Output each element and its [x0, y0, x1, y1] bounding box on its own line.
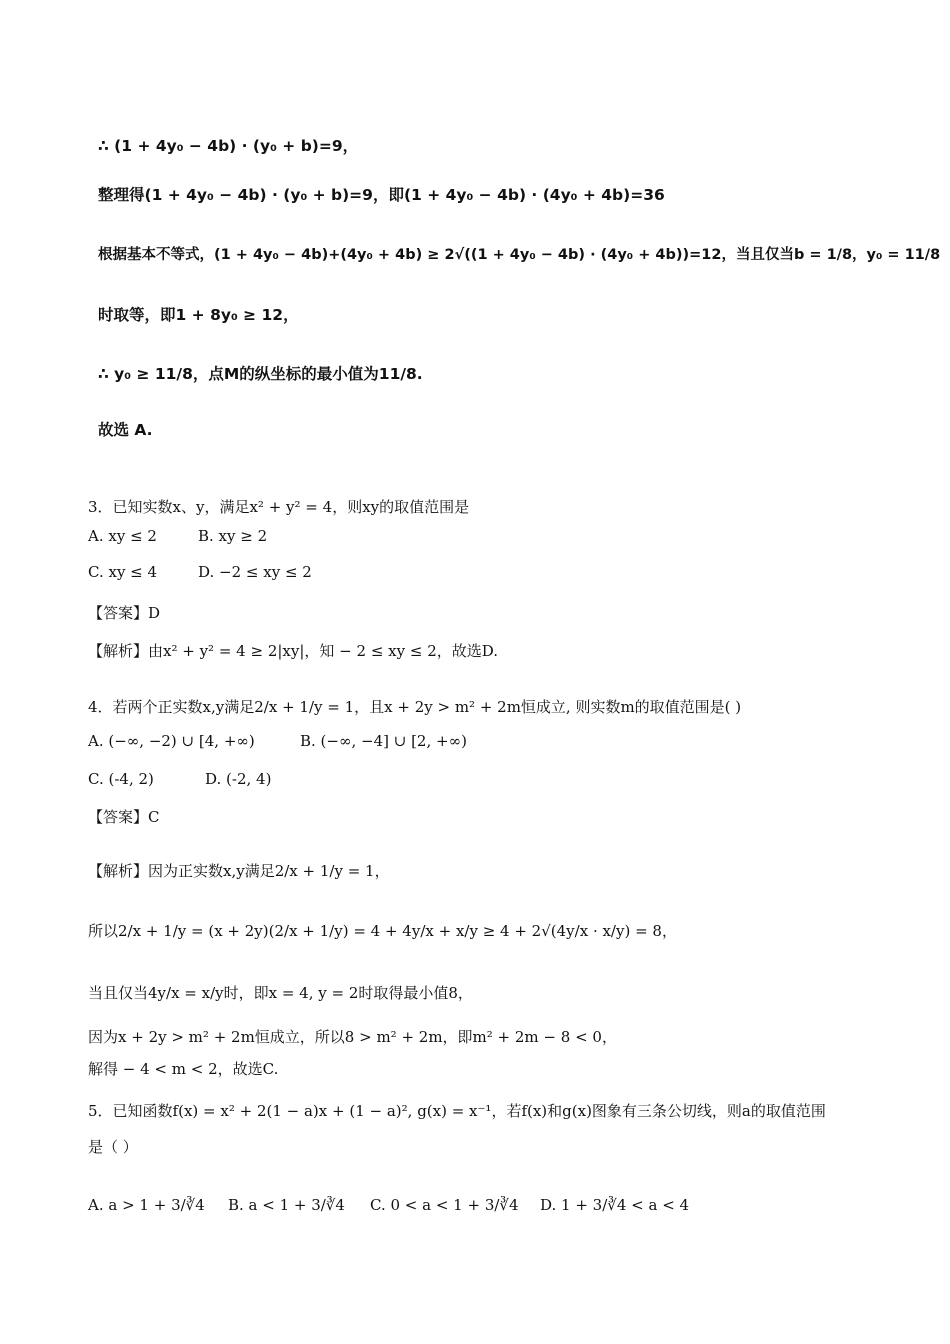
question-4: 4．若两个正实数x,y满足2/x + 1/y = 1，且x + 2y > m² + 2m恒成立, 则实数m的取值范围是( ) — [88, 698, 742, 716]
q4-explanation-1: 【解析】因为正实数x,y满足2/x + 1/y = 1， — [88, 862, 390, 880]
question-5-line-2: 是（ ） — [88, 1138, 138, 1156]
q3-explanation: 【解析】由x² + y² = 4 ≥ 2|xy|，知 − 2 ≤ xy ≤ 2，故选D. — [88, 642, 498, 660]
question-3: 3．已知实数x、y，满足x² + y² = 4，则xy的取值范围是 — [88, 498, 470, 516]
solution-line-4: 时取等，即1 + 8y₀ ≥ 12， — [98, 306, 299, 324]
q4-answer: 【答案】C — [88, 808, 160, 826]
q4-explanation-5: 解得 − 4 < m < 2，故选C. — [88, 1060, 279, 1078]
q5-option-a: A. a > 1 + 3/∛4 — [88, 1196, 205, 1214]
q4-option-c: C. (-4, 2) — [88, 770, 154, 788]
q3-answer: 【答案】D — [88, 604, 161, 622]
q5-option-c: C. 0 < a < 1 + 3/∛4 — [370, 1196, 519, 1214]
q5-option-b: B. a < 1 + 3/∛4 — [228, 1196, 345, 1214]
q3-option-b: B. xy ≥ 2 — [198, 527, 268, 545]
question-5-line-1: 5．已知函数f(x) = x² + 2(1 − a)x + (1 − a)², g(x) = x⁻¹，若f(x)和g(x)图象有三条公切线，则a的取值范围 — [88, 1102, 826, 1120]
q3-option-a: A. xy ≤ 2 — [88, 527, 157, 545]
q4-option-d: D. (-2, 4) — [205, 770, 272, 788]
q4-option-a: A. (−∞, −2) ∪ [4, +∞) — [88, 732, 255, 750]
solution-line-5: ∴ y₀ ≥ 11/8，点M的纵坐标的最小值为11/8. — [98, 365, 423, 383]
q4-option-b: B. (−∞, −4] ∪ [2, +∞) — [300, 732, 467, 750]
solution-line-1: ∴ (1 + 4y₀ − 4b) · (y₀ + b)=9， — [98, 137, 359, 155]
q5-option-d: D. 1 + 3/∛4 < a < 4 — [540, 1196, 690, 1214]
solution-choice: 故选 A. — [98, 421, 153, 439]
q4-explanation-4: 因为x + 2y > m² + 2m恒成立，所以8 > m² + 2m，即m² + 2m − 8 < 0， — [88, 1028, 617, 1046]
q3-option-c: C. xy ≤ 4 — [88, 563, 158, 581]
solution-line-2: 整理得(1 + 4y₀ − 4b) · (y₀ + b)=9，即(1 + 4y₀ − 4b) · (4y₀ + 4b)=36 — [98, 186, 665, 204]
q3-option-d: D. −2 ≤ xy ≤ 2 — [198, 563, 312, 581]
q4-explanation-2: 所以2/x + 1/y = (x + 2y)(2/x + 1/y) = 4 + 4y/x + x/y ≥ 4 + 2√(4y/x · x/y) = 8， — [88, 922, 677, 940]
q4-explanation-3: 当且仅当4y/x = x/y时，即x = 4, y = 2时取得最小值8， — [88, 984, 473, 1002]
solution-line-3: 根据基本不等式，(1 + 4y₀ − 4b)+(4y₀ + 4b) ≥ 2√((1 + 4y₀ − 4b) · (4y₀ + 4b))=12，当且仅当b = 1/8，y₀ = 11/8 — [98, 247, 941, 263]
